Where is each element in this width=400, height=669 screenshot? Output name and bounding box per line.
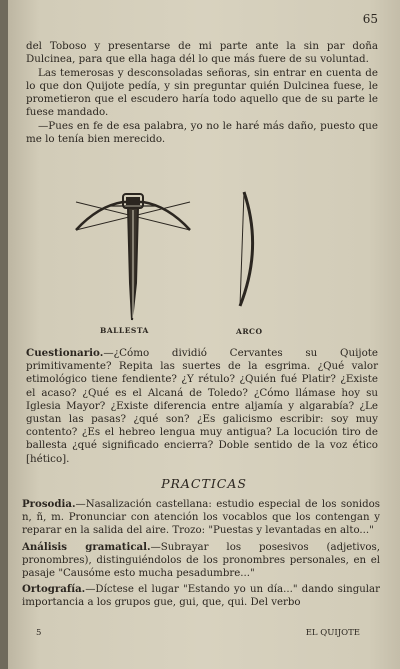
bow-caption: ARCO — [236, 327, 263, 336]
cuestionario-text: —¿Cómo dividió Cervantes su Quijote primitivamente? Repita las suertes de la esgrima. ¿Qué valor etimológico tiene fendiente? ¿Y rétulo? ¿Quién fué Platir? ¿Existe el acaso? ¿Qué es el Alcaná de Toledo? ¿Cómo llámase hoy su Iglesia Mayor? ¿Existe diferencia entre aljamía y algarabía? ¿Le gustan las pasas? ¿qué son? ¿Es galicismo escribir: soy muy contento? ¿Es el hebreo lengua muy antigua? La locución tiro de ballesta ¿qué significado encierra? Doble sentido de la voz ético [hético]. — [26, 347, 378, 465]
bow-drawing — [240, 192, 253, 306]
paragraph-1: del Toboso y presentarse de mi parte ante la sin par doña Dulcinea, para que ella haga dél lo que más fuere de su voluntad. — [26, 40, 378, 66]
paragraph-3: —Pues en fe de esa palabra, yo no le haré más daño, puesto que me lo tenía bien merecido. — [26, 119, 378, 146]
practica-text: —Nasalización castellana: estudio especial de los sonidos n, ñ, m. Pronunciar con atención los vocablos que los contengan y reparar en la salida del aire. Trozo: "Puestas y levantadas en alto..." — [22, 499, 380, 537]
practica-item-analisis — [22, 541, 380, 581]
practica-item-ortografia — [22, 583, 380, 609]
narrative-text — [26, 40, 378, 146]
practica-item-prosodia — [22, 498, 380, 538]
practica-label: Ortografía. — [22, 583, 86, 596]
running-title: EL QUIJOTE — [305, 628, 360, 638]
cuestionario-section — [26, 347, 378, 466]
practicas-heading: PRACTICAS — [161, 476, 247, 491]
practicas-list — [22, 498, 380, 613]
practica-text: —Subrayar los posesivos (adjetivos, pronombres), distinguiéndolos de los pronombres personales, en el pasaje "Causóme esto mucha pesadumbre..." — [22, 541, 380, 580]
crossbow-drawing — [76, 194, 190, 320]
practica-label: Análisis gramatical. — [22, 540, 151, 553]
page-number: 65 — [362, 12, 378, 26]
crossbow-caption: BALLESTA — [100, 326, 149, 335]
signature-mark: 5 — [36, 628, 42, 638]
practica-text: —Díctese el lugar "Estando yo un día..." dando singular importancia a los grupos gue, gui, que, qui. Del verbo — [22, 584, 380, 609]
practica-label: Prosodia. — [22, 498, 76, 510]
paragraph-2: Las temerosas y desconsoladas señoras, sin entrar en cuenta de lo que don Quijote pedía, y sin preguntar quién Dulcinea fuese, le prometieron que el escudero haría todo aquello que de su parte le fuese mandado. — [26, 66, 378, 119]
cuestionario-label: Cuestionario. — [26, 347, 104, 359]
crossbow-and-bow-illustration — [68, 188, 268, 338]
book-page — [8, 0, 400, 669]
